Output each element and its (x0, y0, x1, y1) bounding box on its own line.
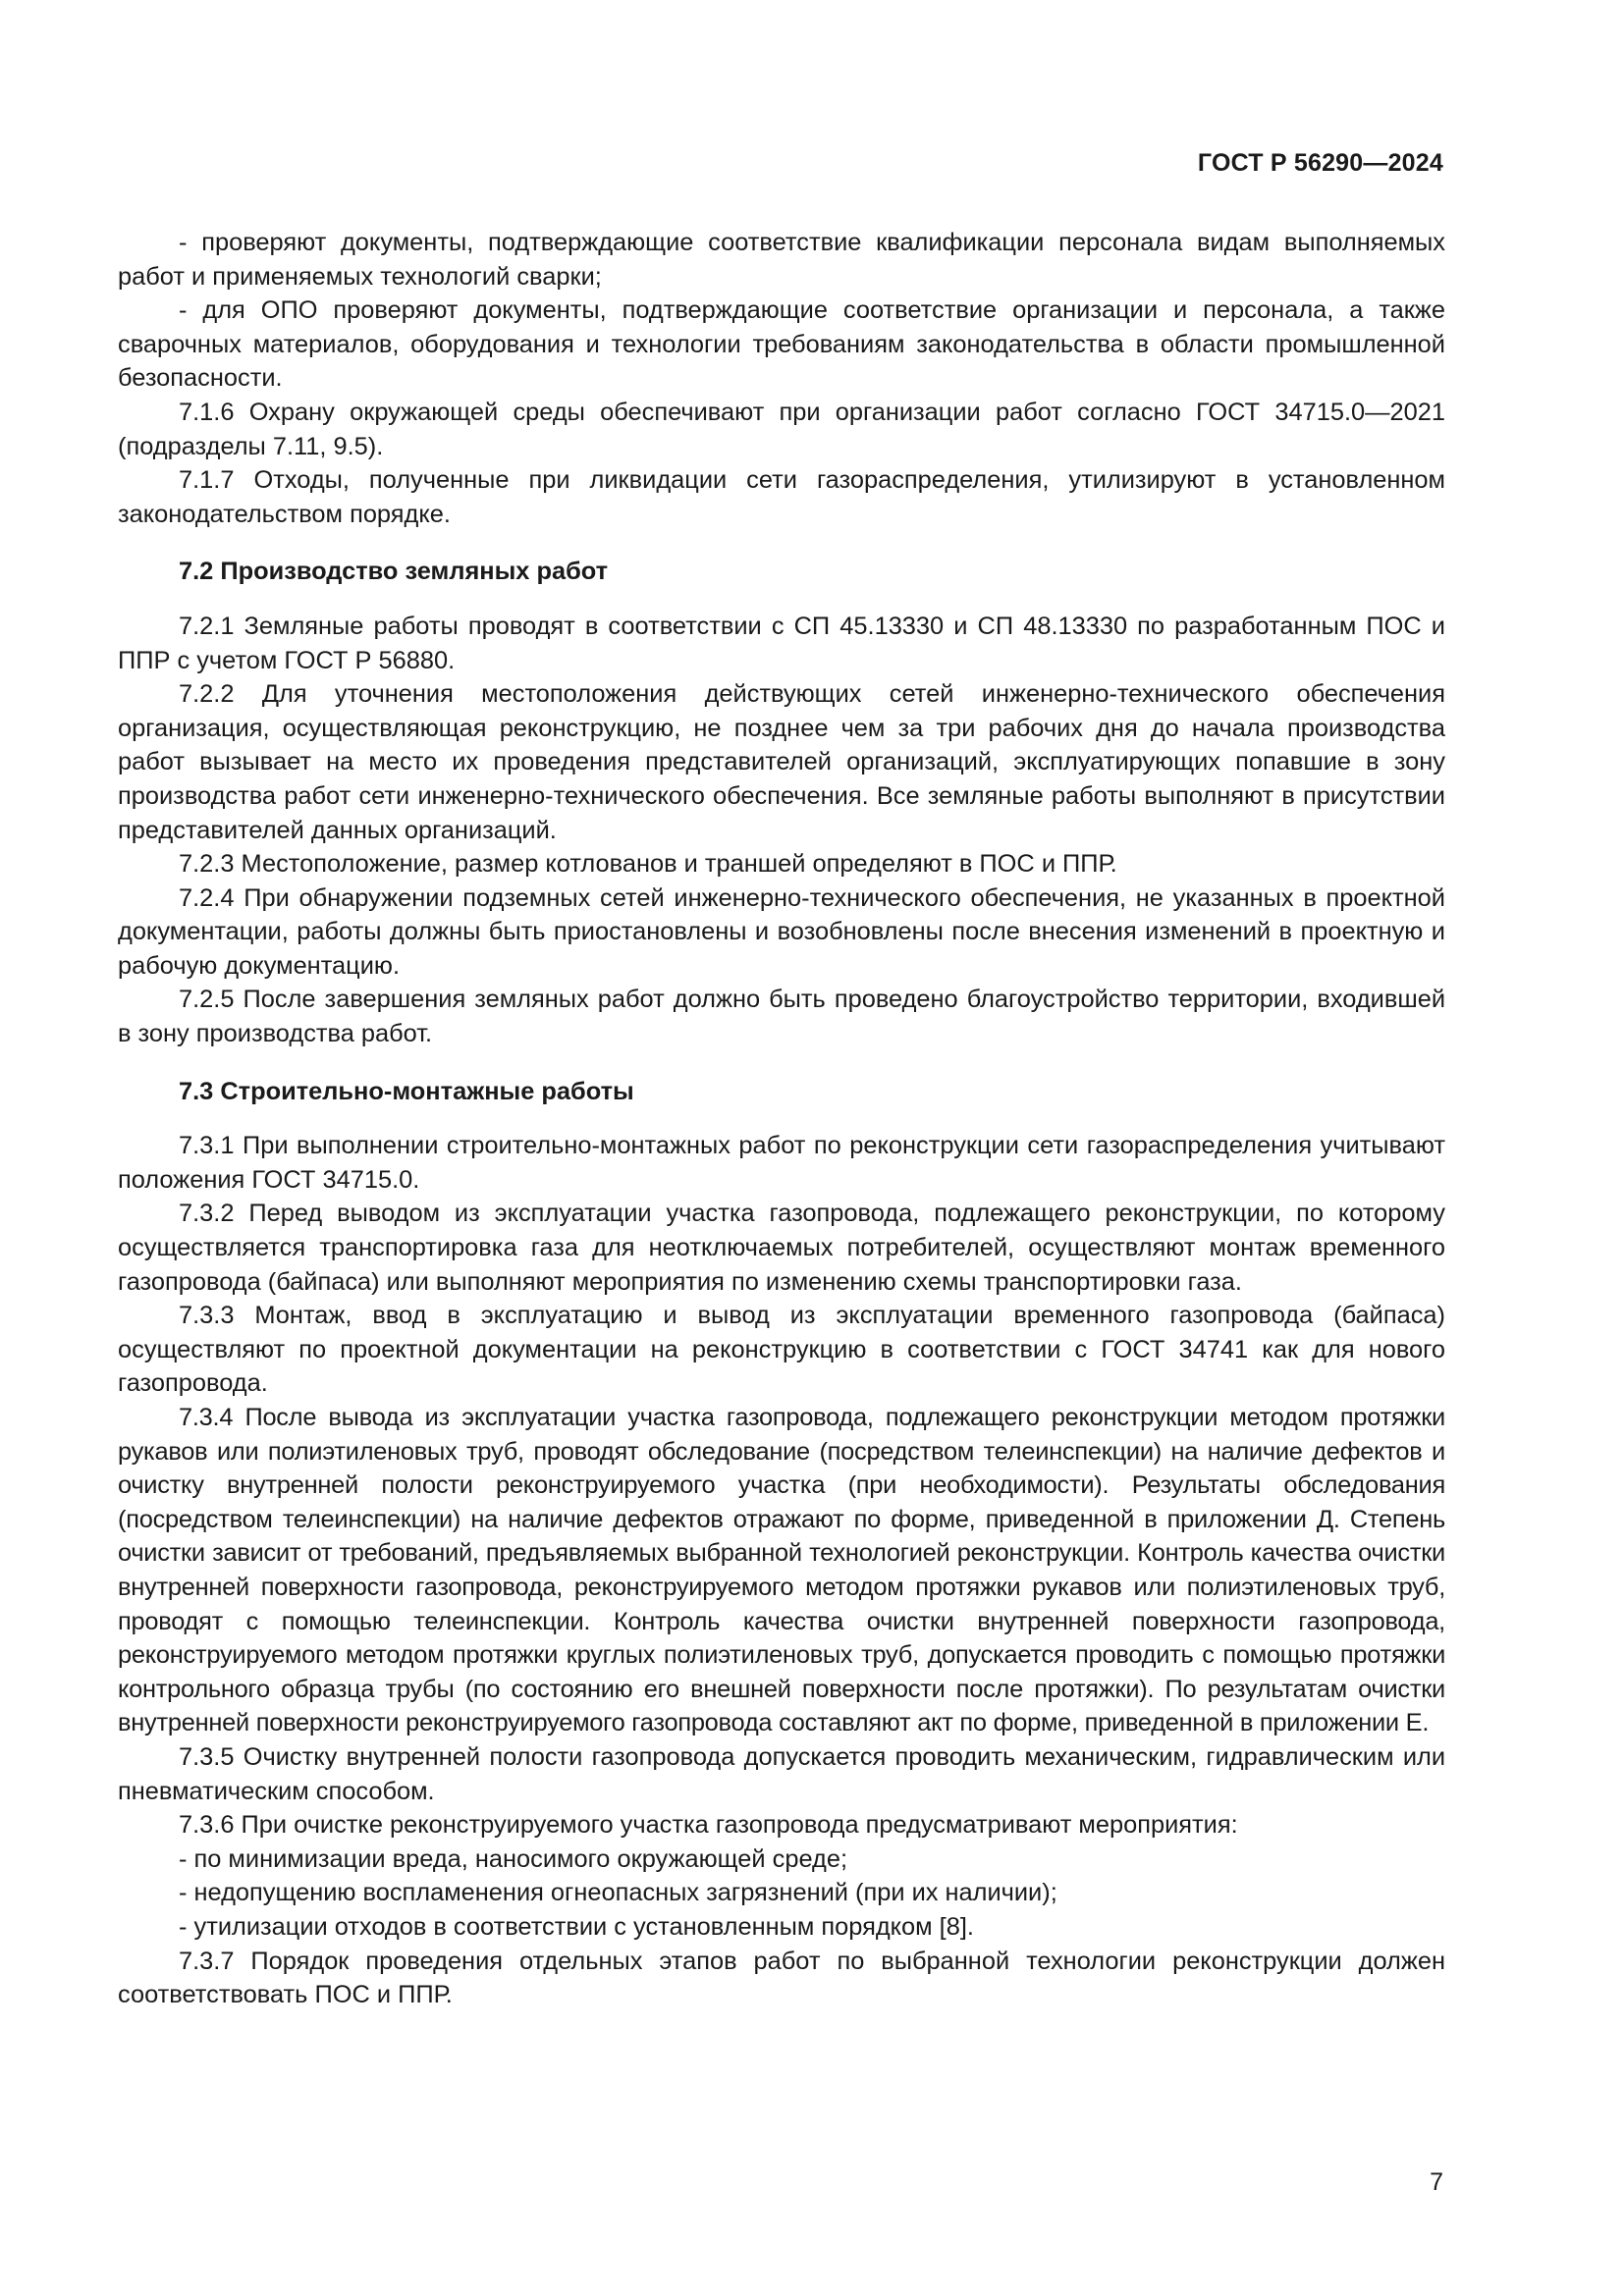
document-standard-code: ГОСТ Р 56290—2024 (1197, 149, 1443, 177)
paragraph-7-2-4: 7.2.4 При обнаружении подземных сетей инженерно-технического обеспечения, не указанных в проектной документации, работы должны быть приостановлены и возобновлены после внесения изменений в проектную и рабочую документацию. (118, 883, 1445, 980)
section-heading-7-2: 7.2 Производство земляных работ (179, 558, 609, 586)
paragraph-opo-check: - для ОПО проверяют документы, подтверждающие соответствие организации и персонала, а также сварочных материалов, оборудования и технологии требованиям законодательства в области промышленной безопасности. (118, 296, 1445, 393)
paragraph-7-2-2: 7.2.2 Для уточнения местоположения действующих сетей инженерно-технического обеспечения организация, осуществляющая реконструкцию, не позднее чем за три рабочих дня до начала производства работ вызывает на место их проведения представителей организаций, эксплуатирующих попавшие в зону производства работ сети инженерно-технического обеспечения. Все земляные работы выполняют в присутствии представителей данных организаций. (118, 680, 1445, 844)
paragraph-7-2-1: 7.2.1 Земляные работы проводят в соответствии с СП 45.13330 и СП 48.13330 по разработанным ПОС и ППР с учетом ГОСТ Р 56880. (118, 612, 1445, 674)
paragraph-7-3-1: 7.3.1 При выполнении строительно-монтажных работ по реконструкции сети газораспределения учитывают положения ГОСТ 34715.0. (118, 1132, 1445, 1194)
paragraph-7-3-7: 7.3.7 Порядок проведения отдельных этапов работ по выбранной технологии реконструкции должен соответствовать ПОС и ППР. (118, 1947, 1445, 2009)
page-number: 7 (1430, 2168, 1443, 2196)
list-item-environment: - по минимизации вреда, наносимого окружающей среде; (179, 1844, 848, 1873)
list-item-waste: - утилизации отходов в соответствии с установленным порядком [8]. (179, 1912, 974, 1941)
paragraph-7-3-3: 7.3.3 Монтаж, ввод в эксплуатацию и вывод из эксплуатации временного газопровода (байпаса) осуществляют по проектной документации на реконструкцию в соответствии с ГОСТ 34741 как для нового газопровода. (118, 1302, 1445, 1398)
list-item-ignition: - недопущению воспламенения огнеопасных загрязнений (при их наличии); (179, 1879, 1057, 1907)
section-heading-7-3: 7.3 Строительно-монтажные работы (179, 1077, 634, 1105)
paragraph-7-2-3: 7.2.3 Местоположение, размер котлованов и траншей определяют в ПОС и ППР. (179, 850, 1117, 879)
paragraph-7-3-5: 7.3.5 Очистку внутренней полости газопровода допускается проводить механическим, гидравлическим или пневматическим способом. (118, 1742, 1445, 1805)
paragraph-7-3-4: 7.3.4 После вывода из эксплуатации участка газопровода, подлежащего реконструкции методом протяжки рукавов или полиэтиленовых труб, проводят обследование (посредством телеинспекции) на наличие дефектов и очистку внутренней полости реконструируемого участка (при необходимости). Результаты обследования (посредством телеинспекции) на наличие дефектов отражают по форме, приведенной в приложении Д. Степень очистки зависит от требований, предъявляемых выбранной технологией реконструкции. Контроль качества очистки внутренней поверхности газопровода, реконструируемого методом протяжки рукавов или полиэтиленовых труб, проводят с помощью телеинспекции. Контроль качества очистки внутренней поверхности газопровода, реконструируемого методом протяжки круглых полиэтиленовых труб, допускается проводить с помощью протяжки контрольного образца трубы (по состоянию его внешней поверхности после протяжки). По результатам очистки внутренней поверхности реконструируемого газопровода составляют акт по форме, приведенной в приложении Е. (118, 1404, 1445, 1737)
paragraph-7-1-7: 7.1.7 Отходы, полученные при ликвидации сети газораспределения, утилизируют в установленном законодательством порядке. (118, 466, 1445, 528)
document-body (118, 226, 1445, 2012)
paragraph-qualification-check: - проверяют документы, подтверждающие соответствие квалификации персонала видам выполняемых работ и применяемых технологий сварки; (118, 229, 1445, 291)
paragraph-7-1-6: 7.1.6 Охрану окружающей среды обеспечивают при организации работ согласно ГОСТ 34715.0—2021 (подразделы 7.11, 9.5). (118, 398, 1445, 460)
paragraph-7-3-6: 7.3.6 При очистке реконструируемого участка газопровода предусматривают мероприятия: (179, 1811, 1238, 1840)
paragraph-7-3-2: 7.3.2 Перед выводом из эксплуатации участка газопровода, подлежащего реконструкции, по которому осуществляется транспортировка газа для неотключаемых потребителей, осуществляют монтаж временного газопровода (байпаса) или выполняют мероприятия по изменению схемы транспортировки газа. (118, 1200, 1445, 1296)
paragraph-7-2-5: 7.2.5 После завершения земляных работ должно быть проведено благоустройство территории, входившей в зону производства работ. (118, 986, 1445, 1048)
